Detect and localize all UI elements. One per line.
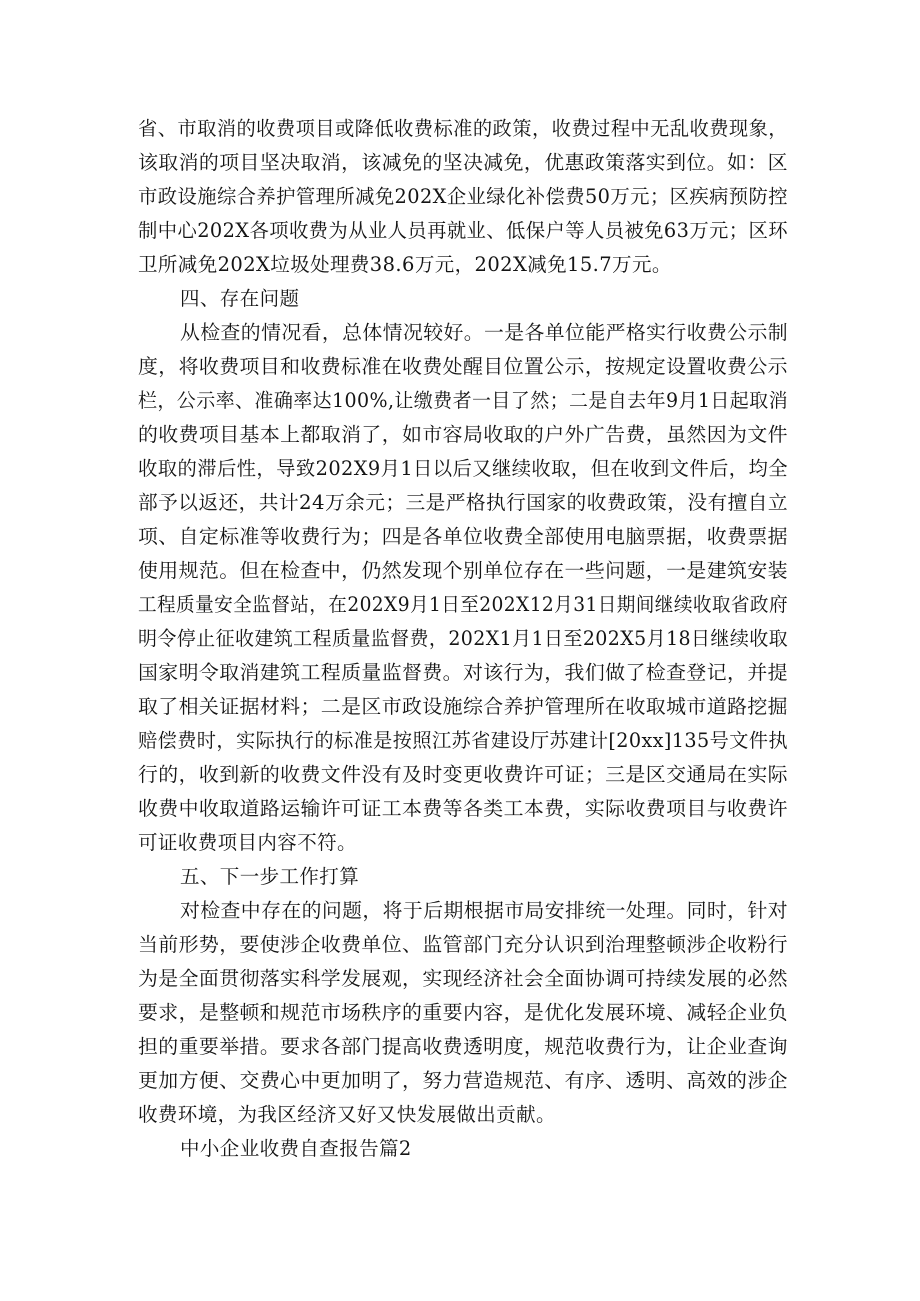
paragraph-line <box>0 452 920 486</box>
paragraph-line <box>0 112 920 146</box>
paragraph-line <box>0 792 920 826</box>
paragraph-line <box>0 180 920 214</box>
line-text: 部予以返还，共计24万余元；三是严格执行国家的收费政策，没有擅自立 <box>138 491 788 514</box>
line-text: 收费中收取道路运输许可证工本费等各类工本费，实际收费项目与收费许 <box>138 797 788 820</box>
line-text: 卫所减免202X垃圾处理费38.6万元，202X减免15.7万元。 <box>138 253 672 276</box>
paragraph-line <box>0 996 920 1030</box>
paragraph-line <box>0 622 920 656</box>
paragraph-line <box>0 146 920 180</box>
line-text: 工程质量安全监督站，在202X9月1日至202X12月31日期间继续收取省政府 <box>138 593 788 616</box>
paragraph-line <box>0 1098 920 1132</box>
line-text: 赔偿费时，实际执行的标准是按照江苏省建设厅苏建计[20xx]135号文件执 <box>138 729 788 752</box>
paragraph-line <box>0 350 920 384</box>
paragraph-line <box>0 418 920 452</box>
paragraph-line <box>0 588 920 622</box>
paragraph-line <box>0 928 920 962</box>
paragraph-line <box>0 826 920 860</box>
paragraph-line <box>0 554 920 588</box>
line-text: 取了相关证据材料；二是区市政设施综合养护管理所在收取城市道路挖掘 <box>138 695 788 718</box>
line-text: 国家明令取消建筑工程质量监督费。对该行为，我们做了检查登记，并提 <box>138 661 788 684</box>
paragraph-line <box>0 690 920 724</box>
line-text: 从检查的情况看，总体情况较好。一是各单位能严格实行收费公示制 <box>180 321 788 344</box>
line-text: 制中心202X各项收费为从业人员再就业、低保户等人员被免63万元；区环 <box>138 219 788 242</box>
section-heading <box>0 282 920 316</box>
line-text: 可证收费项目内容不符。 <box>138 831 357 854</box>
heading-text: 中小企业收费自查报告篇2 <box>180 1137 412 1160</box>
line-text: 行的，收到新的收费文件没有及时变更收费许可证；三是区交通局在实际 <box>138 763 788 786</box>
paragraph-line <box>0 520 920 554</box>
line-text: 担的重要举措。要求各部门提高收费透明度，规范收费行为，让企业查询 <box>138 1035 788 1058</box>
line-text: 更加方便、交费心中更加明了，努力营造规范、有序、透明、高效的涉企 <box>138 1069 788 1092</box>
heading-text: 五、下一步工作打算 <box>180 865 360 888</box>
line-text: 省、市取消的收费项目或降低收费标准的政策，收费过程中无乱收费现象， <box>138 117 788 140</box>
paragraph-line <box>0 214 920 248</box>
line-text: 该取消的项目坚决取消，该减免的坚决减免，优惠政策落实到位。如：区 <box>138 151 788 174</box>
paragraph-line <box>0 656 920 690</box>
line-text: 的收费项目基本上都取消了，如市容局收取的户外广告费，虽然因为文件 <box>138 423 788 446</box>
line-text: 收费环境，为我区经济又好又快发展做出贡献。 <box>138 1103 556 1126</box>
line-text: 市政设施综合养护管理所减免202X企业绿化补偿费50万元；区疾病预防控 <box>138 185 788 208</box>
paragraph-line <box>0 724 920 758</box>
paragraph-line <box>0 894 920 928</box>
paragraph-line <box>0 758 920 792</box>
line-text: 度，将收费项目和收费标准在收费处醒目位置公示，按规定设置收费公示 <box>138 355 788 378</box>
line-text: 收取的滞后性，导致202X9月1日以后又继续收取，但在收到文件后，均全 <box>138 457 788 480</box>
section-heading <box>0 860 920 894</box>
paragraph-line <box>0 1030 920 1064</box>
paragraph-line <box>0 316 920 350</box>
line-text: 为是全面贯彻落实科学发展观，实现经济社会全面协调可持续发展的必然 <box>138 967 788 990</box>
line-text: 项、自定标准等收费行为；四是各单位收费全部使用电脑票据，收费票据 <box>138 525 788 548</box>
line-text: 当前形势，要使涉企收费单位、监管部门充分认识到治理整顿涉企收粉行 <box>138 933 788 956</box>
line-text: 要求，是整顿和规范市场秩序的重要内容，是优化发展环境、减轻企业负 <box>138 1001 788 1024</box>
line-text: 明令停止征收建筑工程质量监督费，202X1月1日至202X5月18日继续收取 <box>138 627 788 650</box>
line-text: 栏，公示率、准确率达100%,让缴费者一目了然；二是自去年9月1日起取消 <box>138 389 788 412</box>
section-heading <box>0 1132 920 1166</box>
line-text: 使用规范。但在检查中，仍然发现个别单位存在一些问题，一是建筑安装 <box>138 559 788 582</box>
line-text: 对检查中存在的问题，将于后期根据市局安排统一处理。同时，针对 <box>180 899 788 922</box>
paragraph-line <box>0 962 920 996</box>
paragraph-line <box>0 1064 920 1098</box>
paragraph-line <box>0 248 920 282</box>
paragraph-line <box>0 384 920 418</box>
paragraph-line <box>0 486 920 520</box>
heading-text: 四、存在问题 <box>180 287 300 310</box>
